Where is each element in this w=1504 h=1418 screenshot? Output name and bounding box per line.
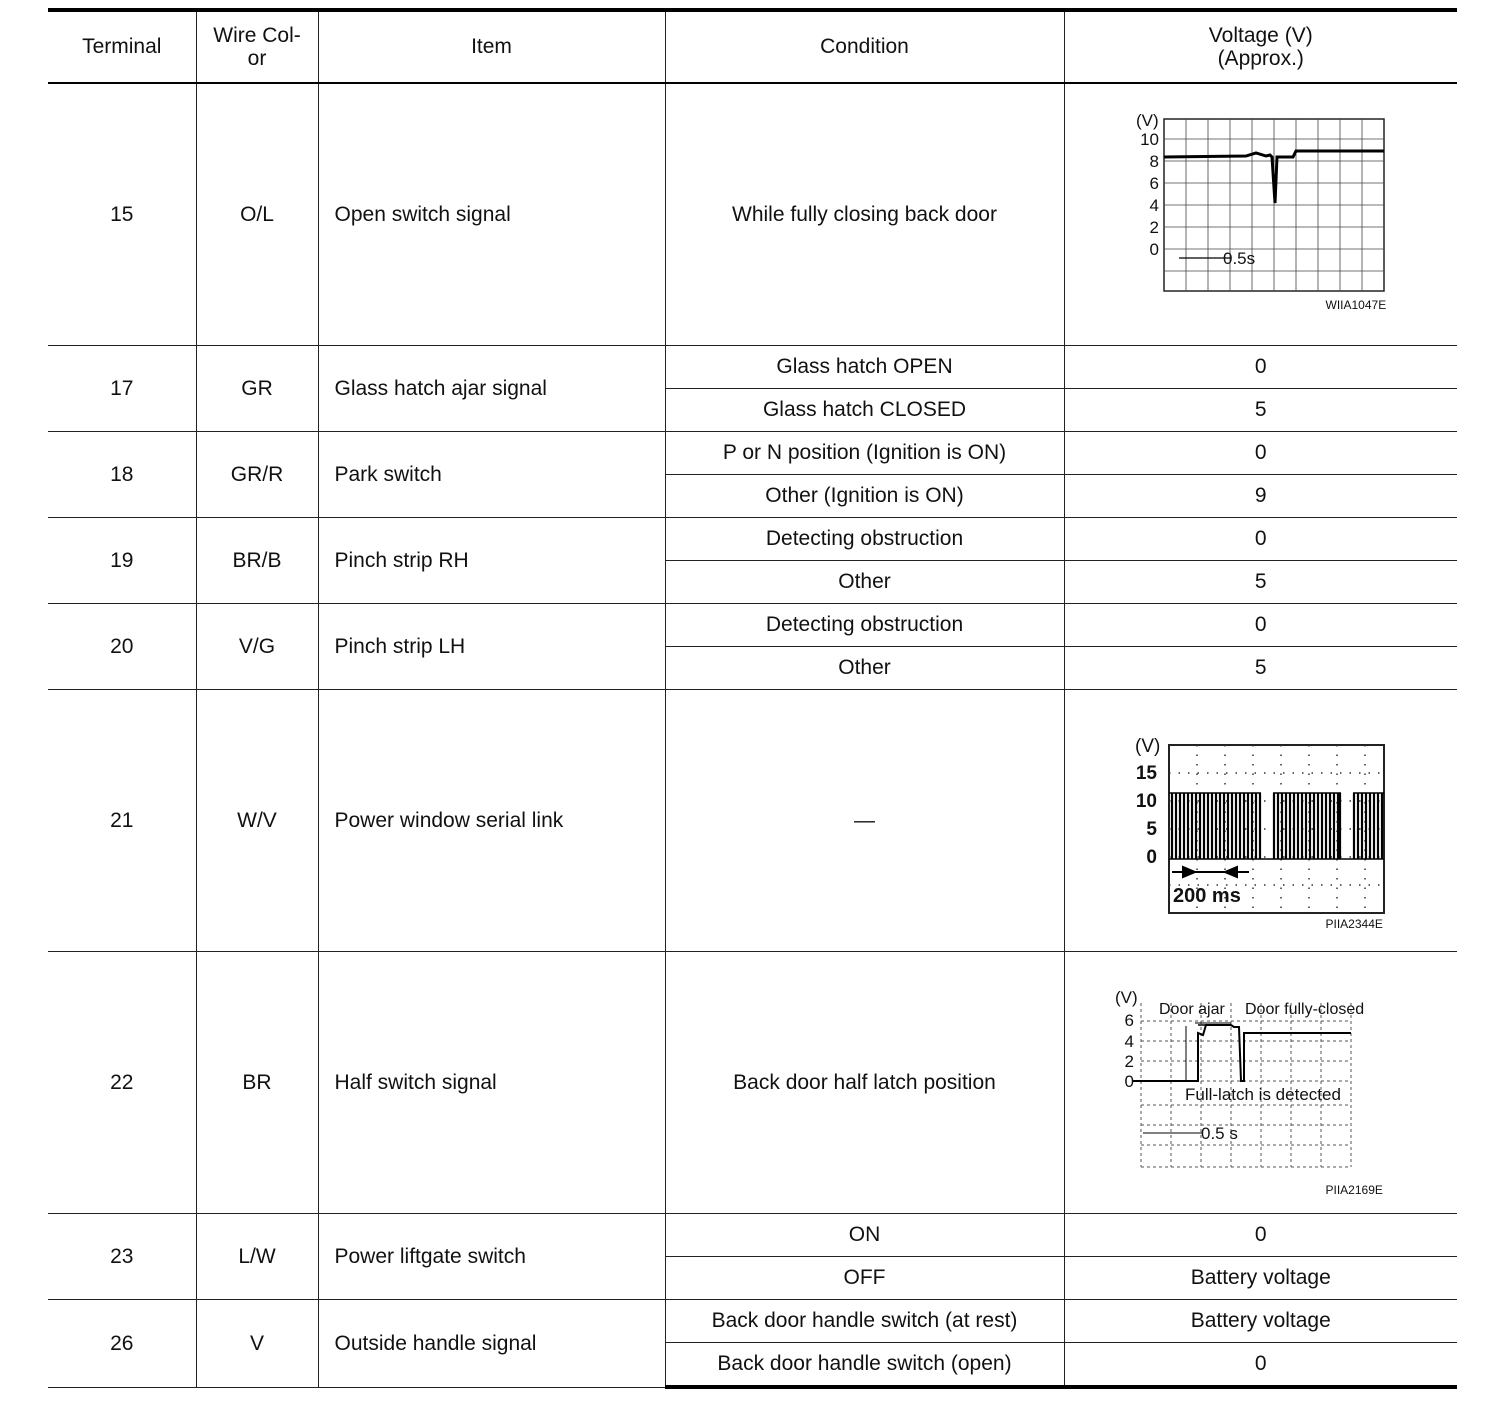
- terminal-cell: 15: [48, 83, 196, 346]
- item-cell: Open switch signal: [318, 83, 665, 346]
- wire-color-cell: L/W: [196, 1214, 318, 1300]
- table-row: [48, 604, 1457, 647]
- table-row: [48, 83, 1457, 346]
- terminal-cell: 18: [48, 432, 196, 518]
- figure-code: PIIA2169E: [1325, 1182, 1383, 1197]
- item-cell: Pinch strip RH: [318, 518, 665, 604]
- y-tick: 0: [1145, 846, 1157, 868]
- waveform-serial-link-graph: [1071, 701, 1461, 941]
- condition-cell: Back door handle switch (open): [665, 1343, 1064, 1388]
- table-row: [48, 1300, 1457, 1343]
- header-terminal: Terminal: [48, 10, 196, 83]
- waveform-open-switch-graph: [1071, 95, 1461, 335]
- terminal-cell: 20: [48, 604, 196, 690]
- item-cell: Half switch signal: [318, 952, 665, 1214]
- waveform-half-switch-graph: [1071, 963, 1461, 1203]
- condition-cell: Glass hatch CLOSED: [665, 389, 1064, 432]
- voltage-cell: 0: [1064, 432, 1457, 475]
- terminal-spec-table: [48, 8, 1457, 1389]
- y-tick: 0: [1149, 239, 1159, 259]
- condition-cell: Back door half latch position: [665, 952, 1064, 1214]
- condition-cell: Glass hatch OPEN: [665, 346, 1064, 389]
- y-tick: 0: [1124, 1071, 1134, 1091]
- y-tick: 2: [1124, 1051, 1134, 1071]
- wire-color-cell: GR: [196, 346, 318, 432]
- voltage-cell: 5: [1064, 389, 1457, 432]
- condition-cell: Other: [665, 647, 1064, 690]
- waveform-open-switch: [1071, 95, 1461, 335]
- condition-cell: Detecting obstruction: [665, 604, 1064, 647]
- y-tick: 5: [1145, 818, 1157, 840]
- y-tick: 2: [1149, 217, 1159, 237]
- y-tick: 10: [1139, 129, 1159, 149]
- wire-color-cell: BR: [196, 952, 318, 1214]
- voltage-cell: 0: [1064, 604, 1457, 647]
- terminal-cell: 19: [48, 518, 196, 604]
- voltage-cell: 0: [1064, 346, 1457, 389]
- voltage-waveform-cell: [1064, 83, 1457, 346]
- waveform-half-switch: [1071, 963, 1461, 1203]
- wire-color-cell: W/V: [196, 690, 318, 952]
- condition-cell: P or N position (Ignition is ON): [665, 432, 1064, 475]
- voltage-cell: Battery voltage: [1064, 1300, 1457, 1343]
- y-tick: 6: [1124, 1010, 1134, 1030]
- waveform-serial-link: [1071, 701, 1461, 941]
- voltage-waveform-cell: [1064, 952, 1457, 1214]
- label-door-ajar: Door ajar: [1158, 1000, 1225, 1018]
- table-row: [48, 690, 1457, 952]
- voltage-cell: 0: [1064, 518, 1457, 561]
- time-scale-label: 0.5s: [1222, 248, 1255, 268]
- header-row: [48, 10, 1457, 83]
- terminal-cell: 21: [48, 690, 196, 952]
- header-wire-color: Wire Col- or: [196, 10, 318, 83]
- y-tick: 4: [1124, 1031, 1134, 1051]
- wire-color-cell: BR/B: [196, 518, 318, 604]
- terminal-cell: 23: [48, 1214, 196, 1300]
- condition-cell: Back door handle switch (at rest): [665, 1300, 1064, 1343]
- figure-code: WIIA1047E: [1325, 297, 1387, 312]
- y-unit: (V): [1135, 110, 1159, 130]
- item-cell: Outside handle signal: [318, 1300, 665, 1388]
- terminal-cell: 22: [48, 952, 196, 1214]
- header-item: Item: [318, 10, 665, 83]
- voltage-cell: Battery voltage: [1064, 1257, 1457, 1300]
- wire-color-cell: O/L: [196, 83, 318, 346]
- item-cell: Park switch: [318, 432, 665, 518]
- table-row: [48, 518, 1457, 561]
- condition-cell: ON: [665, 1214, 1064, 1257]
- table-row: [48, 1214, 1457, 1257]
- time-scale-label: 200 ms: [1172, 884, 1241, 907]
- wire-color-cell: GR/R: [196, 432, 318, 518]
- label-door-fully-closed: Door fully-closed: [1244, 1000, 1364, 1018]
- item-cell: Glass hatch ajar signal: [318, 346, 665, 432]
- voltage-cell: 5: [1064, 647, 1457, 690]
- wire-color-cell: V/G: [196, 604, 318, 690]
- voltage-cell: 5: [1064, 561, 1457, 604]
- condition-cell: While fully closing back door: [665, 83, 1064, 346]
- table-row: [48, 432, 1457, 475]
- header-voltage: Voltage (V) (Approx.): [1064, 10, 1457, 83]
- y-tick: 8: [1149, 151, 1159, 171]
- terminal-cell: 17: [48, 346, 196, 432]
- y-tick: 10: [1135, 790, 1157, 812]
- table-row: [48, 952, 1457, 1214]
- condition-cell: Detecting obstruction: [665, 518, 1064, 561]
- voltage-cell: 0: [1064, 1343, 1457, 1388]
- table-row: [48, 346, 1457, 389]
- time-scale-label: 0.5 s: [1200, 1123, 1238, 1143]
- y-tick: 15: [1135, 762, 1157, 784]
- y-tick: 6: [1149, 173, 1159, 193]
- voltage-cell: 9: [1064, 475, 1457, 518]
- condition-cell: OFF: [665, 1257, 1064, 1300]
- y-unit: (V): [1114, 987, 1138, 1007]
- label-full-latch-detected: Full-latch is detected: [1184, 1084, 1341, 1104]
- item-cell: Pinch strip LH: [318, 604, 665, 690]
- figure-code: PIIA2344E: [1325, 916, 1383, 931]
- header-condition: Condition: [665, 10, 1064, 83]
- item-cell: Power liftgate switch: [318, 1214, 665, 1300]
- condition-cell: Other (Ignition is ON): [665, 475, 1064, 518]
- condition-cell: Other: [665, 561, 1064, 604]
- terminal-cell: 26: [48, 1300, 196, 1388]
- wire-color-cell: V: [196, 1300, 318, 1388]
- voltage-waveform-cell: [1064, 690, 1457, 952]
- condition-cell: —: [665, 690, 1064, 952]
- y-unit: (V): [1134, 735, 1160, 757]
- item-cell: Power window serial link: [318, 690, 665, 952]
- y-tick: 4: [1149, 195, 1159, 215]
- voltage-cell: 0: [1064, 1214, 1457, 1257]
